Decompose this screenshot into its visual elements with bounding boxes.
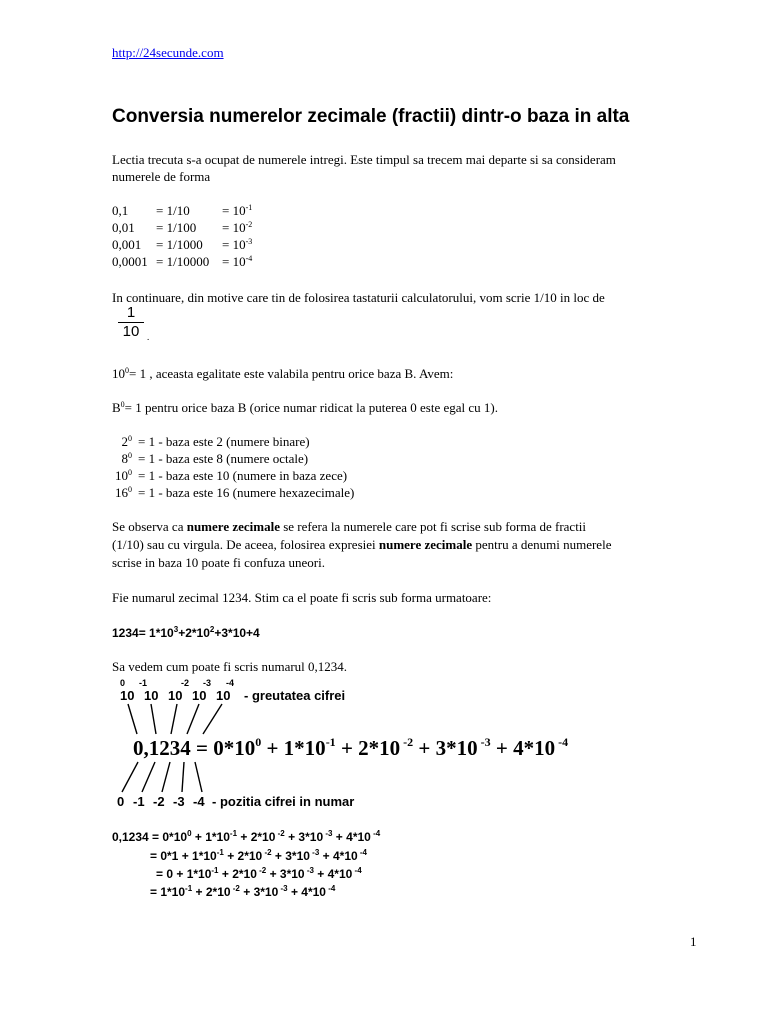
fraction-decimal: 0,1 [112,203,129,218]
connector-line [182,762,184,792]
weight-base: 10 [216,688,231,703]
position-value: -1 [133,794,145,809]
intro-line-2: numerele de forma [112,169,211,184]
weight-base: 10 [120,688,135,703]
page-number: 1 [690,934,697,949]
connector-line [195,762,202,792]
weight-exp: -1 [139,678,148,688]
position-value: -3 [173,794,185,809]
connector-line [128,704,137,734]
weight-exp: 0 [120,678,126,688]
connector-line [122,762,138,792]
weight-label: - greutatea cifrei [244,688,346,703]
example-formula: $1234= 1*10^3+2*10^2+3*10+4$ [112,625,260,640]
fraction-row [112,236,253,253]
big-formula: $0,1234 = 0*10^0 + 1*10^{-1} + 2*10$ $^{-2}$ + 3*10 $^{-3}$ + 4*10 $^{-4}$ [133,735,569,760]
connector-line [187,704,199,734]
connector-line [162,762,170,792]
base-item-text: = 1 - baza este 10 (numere in baza zece) [138,468,348,483]
base-item: $16^0$ [115,485,132,500]
base-item: $10^0$ [115,468,132,483]
base-item-text: = 1 - baza este 8 (numere octale) [138,451,309,466]
base-item-text: = 1 - baza este 16 (numere hexazecimale) [138,485,355,500]
weight-exp: -3 [203,678,212,688]
fraction-row [112,202,253,219]
intro-line-1: Lectia trecuta s-a ocupat de numerele intregi. Este timpul sa trecem mai departe si sa consideram [112,152,616,167]
fraction-row [112,219,253,236]
continuation-text: In continuare, din motive care tin de folosirea tastaturii calculatorului, vom scrie 1/10 in loc de [112,290,605,305]
fraction-example-text: Sa vedem cum poate fi scris numarul 0,1234. [112,659,348,674]
connector-line [151,704,156,734]
header-link[interactable]: http://24secunde.com [112,45,224,60]
pow-b-line: $B^0= 1$ pentru orice baza B (orice numar ridicat la puterea 0 este egal cu 1). [112,400,498,415]
weight-exp: -4 [226,678,235,688]
fraction-ratio: = 1/10000 [156,254,210,269]
example-text: Fie numarul zecimal 1234. Stim ca el poate fi scris sub forma urmatoare: [112,590,492,605]
fraction-decimal: 0,0001 [112,254,148,269]
page-title: Conversia numerelor zecimale (fractii) dintr-o baza in alta [112,106,630,127]
fraction-power: = $10^{-1}$ [222,203,253,218]
fraction-decimal: 0,001 [112,237,142,252]
derivation-line: = $0 + 1*10^{-1} + 2*10$ $^{-2}$ + 3*10 $^{-3}$ + 4*10 $^{-4}$ [156,866,362,881]
fraction-power: = $10^{-4}$ [222,254,253,269]
fraction-row [112,253,253,270]
connector-line [142,762,155,792]
fraction-denominator: 10 [122,323,140,340]
fraction-decimal: 0,01 [112,220,135,235]
fraction-tail: . [147,332,150,342]
fraction-power: = $10^{-2}$ [222,220,253,235]
observe-line-1: Se observa ca numere zecimale se refera la numerele care pot fi scrise sub forma de fractii [112,519,587,534]
fraction-display [118,305,144,340]
base-item-text: = 1 - baza este 2 (numere binare) [138,434,310,449]
base-item: $8^0$ [121,451,132,466]
connector-line [171,704,177,734]
fraction-ratio: = 1/10 [156,203,190,218]
connector-line [203,704,222,734]
weight-base: 10 [144,688,159,703]
position-label: - pozitia cifrei in numar [212,794,355,809]
derivation-line: = $0*1 + 1*10^{-1} + 2*10$ $^{-2}$ + 3*10 $^{-3}$ + 4*10 $^{-4}$ [150,848,368,863]
position-value: 0 [117,794,125,809]
fraction-ratio: = 1/1000 [156,237,203,252]
derivation-line: = $1*10^{-1} + 2*10$ $^{-2}$ + 3*10 $^{-3}$ + 4*10 $^{-4}$ [150,884,336,899]
weight-base: 10 [192,688,207,703]
observe-line-3: scrise in baza 10 poate fi confuza uneori. [112,555,325,570]
fraction-numerator: 1 [126,304,136,321]
weight-exp: -2 [181,678,190,688]
fraction-power: = $10^{-3}$ [222,237,253,252]
derivation-line: $0,1234 = 0*10^0 + 1*10^{-1} + 2*10$ $^{-2}$ + 3*10 $^{-3}$ + 4*10 $^{-4}$ [112,829,381,844]
fraction-ratio: = 1/100 [156,220,197,235]
base-item: $2^0$ [121,434,132,449]
position-connectors [110,760,210,796]
position-value: -4 [193,794,205,809]
position-value: -2 [153,794,165,809]
weight-base: 10 [168,688,183,703]
observe-line-2: (1/10) sau cu virgula. De aceea, folosirea expresiei numere zecimale pentru a denumi numerele [112,537,612,552]
pow-ten-line: $10^0= 1$ , aceasta egalitate este valabila pentru orice baza B. Avem: [112,366,454,381]
